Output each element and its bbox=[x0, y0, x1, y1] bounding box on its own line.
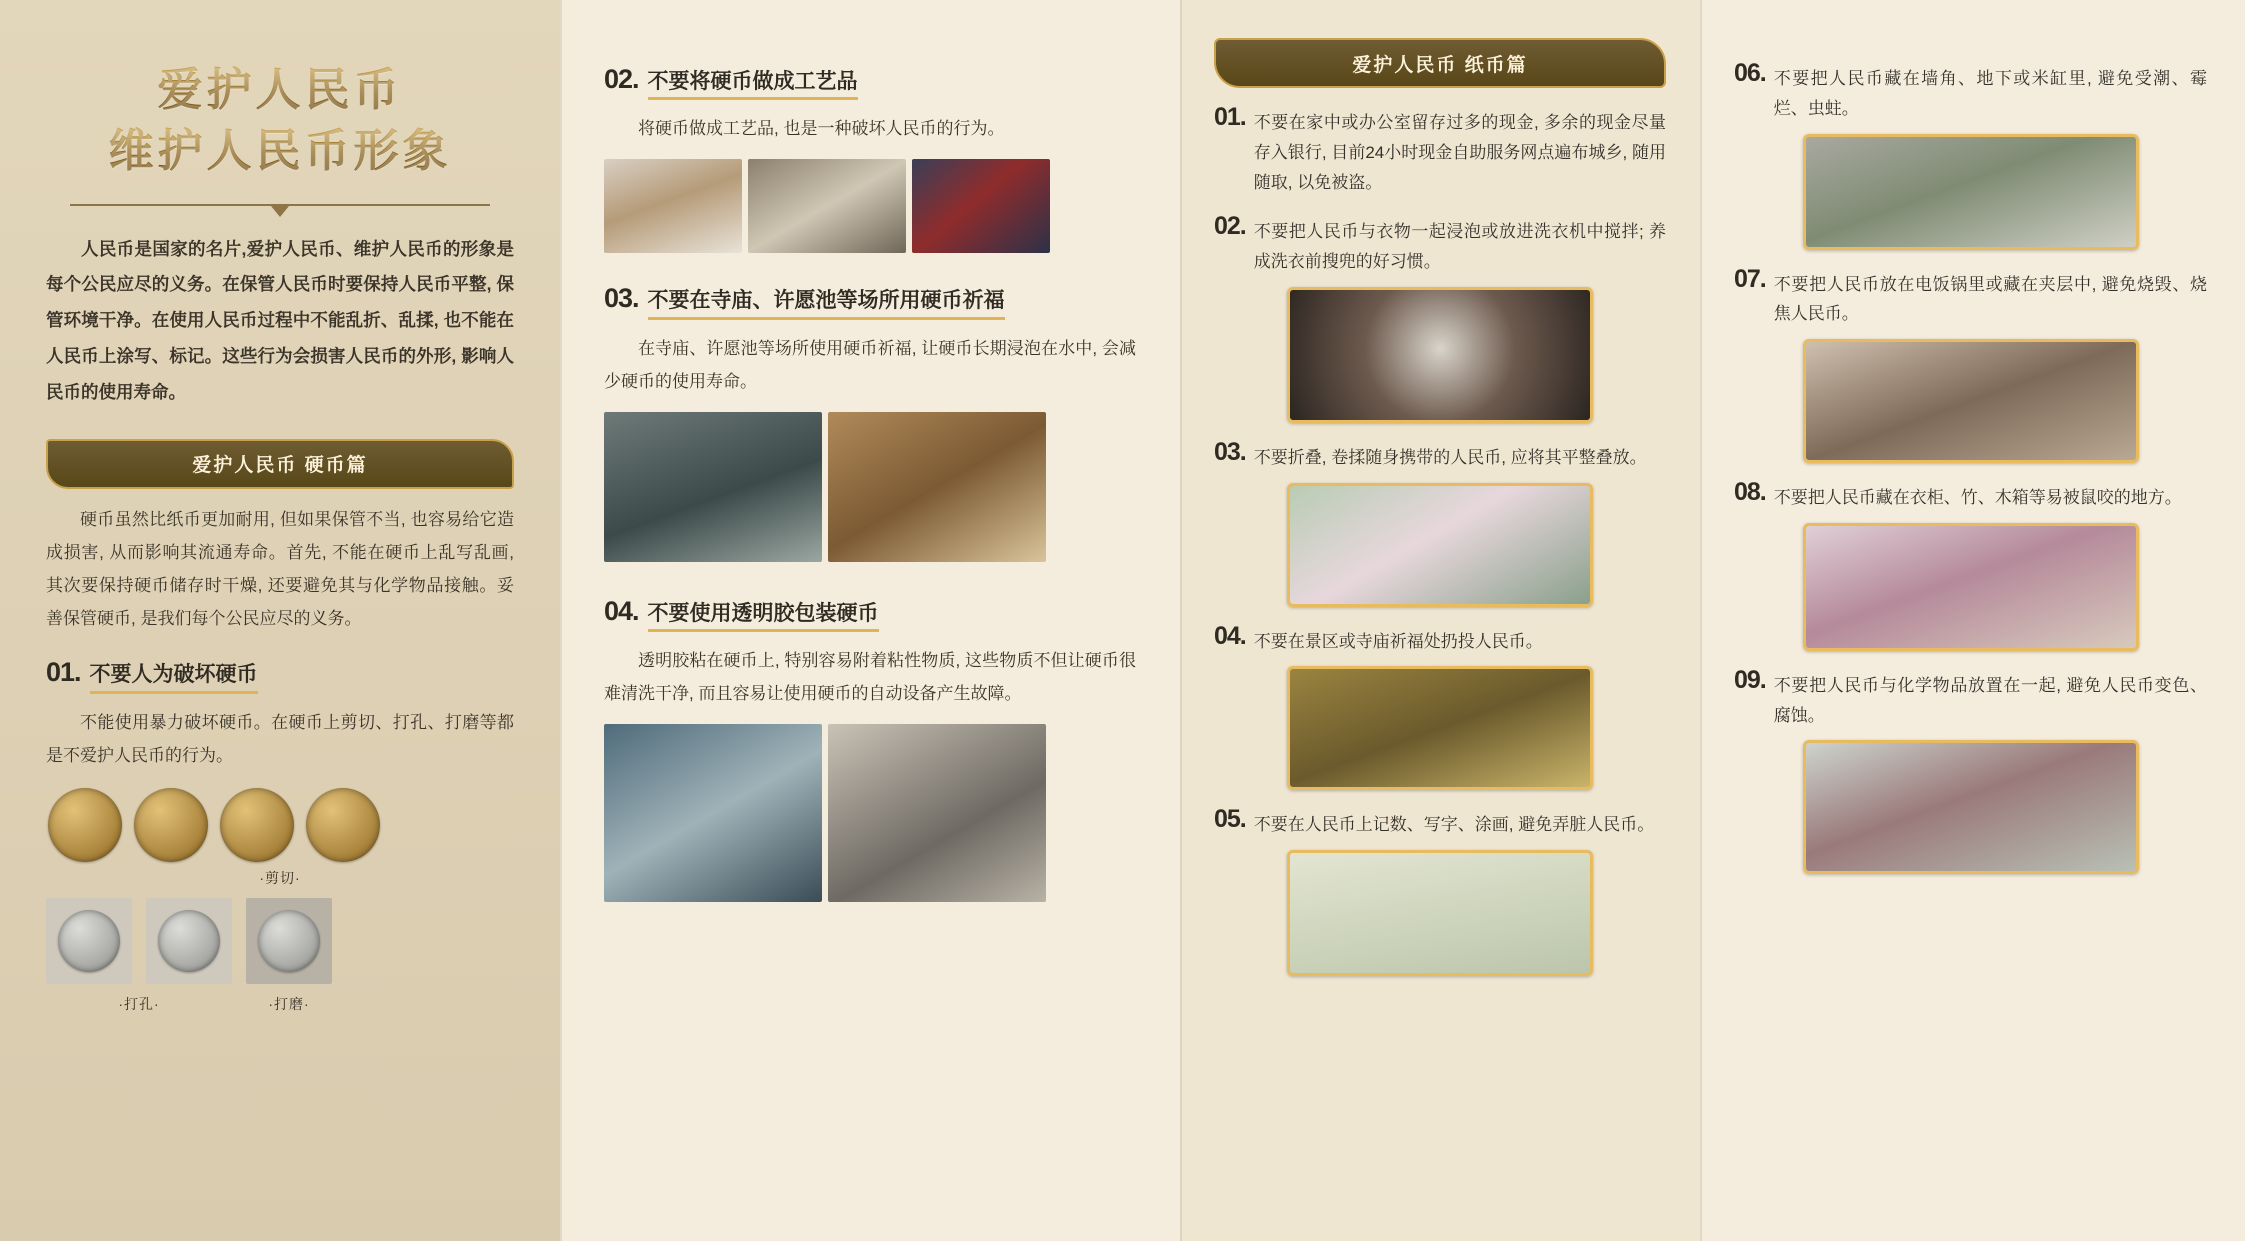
coin-tape-photos bbox=[604, 724, 1136, 902]
note-item-03-number: 03. bbox=[1214, 437, 1246, 466]
note-item-06-text: 不要把人民币藏在墙角、地下或米缸里, 避免受潮、霉烂、虫蛀。 bbox=[1773, 69, 2207, 118]
note-item-01-number: 01. bbox=[1214, 103, 1246, 131]
note-item-02-number: 02. bbox=[1214, 212, 1246, 241]
page-title-line2: 维护人民币形象 bbox=[46, 121, 514, 182]
coin-item-01-heading: 不要人为破坏硬币 bbox=[90, 662, 258, 693]
photo-coin-tree bbox=[604, 159, 742, 253]
coin-craft-photos bbox=[604, 159, 1136, 253]
coin-caption-punch: ·打孔· bbox=[118, 995, 160, 1012]
coin-wish-photos bbox=[604, 412, 1136, 562]
coin-caption-grind: ·打磨· bbox=[268, 995, 310, 1012]
note-item-01-text: 不要在家中或办公室留存过多的现金, 多余的现金尽量存入银行, 目前24小时现金自助服务网点遍布城乡, 随用随取, 以免被盗。 bbox=[1253, 113, 1666, 192]
column-coin-intro bbox=[0, 0, 560, 1241]
photo-temple-pot bbox=[828, 412, 1046, 562]
note-item-05 bbox=[1214, 804, 1666, 840]
coin-photo-cut-1 bbox=[46, 788, 124, 862]
note-item-01 bbox=[1214, 102, 1666, 197]
coin-photo-cut-4 bbox=[304, 788, 382, 862]
note-item-07-number: 07. bbox=[1734, 264, 1766, 293]
coin-item-02-body: 将硬币做成工艺品, 也是一种破坏人民币的行为。 bbox=[638, 119, 1005, 139]
photo-defaced-note bbox=[1287, 850, 1593, 976]
coin-item-04-body: 透明胶粘在硬币上, 特别容易附着粘性物质, 这些物质不但让硬币很难清洗干净, 而且容易让使用硬币的自动设备产生故障。 bbox=[604, 651, 1136, 704]
column-notes-left bbox=[1180, 0, 1700, 1241]
photo-moldy-notes bbox=[1803, 134, 2139, 250]
note-item-08-number: 08. bbox=[1734, 478, 1766, 506]
coin-item-03-heading: 不要在寺庙、许愿池等场所用硬币祈福 bbox=[648, 288, 1005, 319]
note-item-08 bbox=[1734, 477, 2207, 513]
note-item-04 bbox=[1214, 621, 1666, 657]
photo-rat-bitten-notes bbox=[1803, 523, 2139, 651]
note-item-09-text: 不要把人民币与化学物品放置在一起, 避免人民币变色、腐蚀。 bbox=[1773, 675, 2207, 725]
coin-item-01-number: 01. bbox=[46, 657, 81, 688]
coin-item-02 bbox=[604, 64, 1136, 253]
note-item-02-text: 不要把人民币与衣物一起浸泡或放进洗衣机中搅拌; 养成洗衣前搜兜的好习惯。 bbox=[1253, 222, 1666, 271]
column-coin-items bbox=[560, 0, 1180, 1241]
photo-coin-bowl bbox=[748, 159, 906, 253]
coin-item-04 bbox=[604, 596, 1136, 903]
coin-item-01 bbox=[46, 657, 514, 1014]
photo-taped-coin-2 bbox=[828, 724, 1046, 902]
photo-thrown-notes bbox=[1287, 666, 1593, 790]
note-item-04-text: 不要在景区或寺庙祈福处扔投人民币。 bbox=[1253, 631, 1543, 651]
photo-corroded-notes bbox=[1803, 740, 2139, 874]
page-title-line1: 爱护人民币 bbox=[46, 60, 514, 121]
coin-caption-cut: ·剪切· bbox=[259, 869, 301, 886]
photo-wishing-well bbox=[604, 412, 822, 562]
section-ribbon-notes: 爱护人民币 纸币篇 bbox=[1214, 38, 1666, 88]
note-item-08-text: 不要把人民币藏在衣柜、竹、木箱等易被鼠咬的地方。 bbox=[1773, 488, 2182, 507]
coin-photo-grind-1 bbox=[246, 898, 332, 984]
coin-photo-cut-2 bbox=[132, 788, 210, 862]
note-item-02 bbox=[1214, 211, 1666, 277]
coin-photo-row-punch bbox=[46, 898, 514, 984]
coin-item-03-number: 03. bbox=[604, 283, 639, 314]
note-item-06 bbox=[1734, 58, 2207, 124]
note-item-03 bbox=[1214, 437, 1666, 473]
coin-section-body: 硬币虽然比纸币更加耐用, 但如果保管不当, 也容易给它造成损害, 从而影响其流通寿命。首先, 不能在硬币上乱写乱画, 其次要保持硬币储存时干燥, 还要避免其与化学物品接触。妥善保管硬币, 是我们每个公民应尽的义务。 bbox=[46, 509, 514, 629]
photo-washing-machine bbox=[1287, 287, 1593, 423]
coin-item-03 bbox=[604, 283, 1136, 562]
photo-burnt-notes bbox=[1803, 339, 2139, 463]
title-divider bbox=[70, 204, 490, 206]
note-item-04-number: 04. bbox=[1214, 621, 1246, 650]
coin-photo-cut-3 bbox=[218, 788, 296, 862]
note-item-03-text: 不要折叠, 卷揉随身携带的人民币, 应将其平整叠放。 bbox=[1253, 447, 1647, 467]
note-item-09 bbox=[1734, 665, 2207, 731]
column-notes-right bbox=[1700, 0, 2245, 1241]
section-ribbon-coins: 爱护人民币 硬币篇 bbox=[46, 439, 514, 489]
coin-item-04-heading: 不要使用透明胶包装硬币 bbox=[648, 601, 879, 632]
note-item-05-text: 不要在人民币上记数、写字、涂画, 避免弄脏人民币。 bbox=[1253, 815, 1655, 835]
note-item-09-number: 09. bbox=[1734, 665, 1766, 694]
coin-photo-punch-2 bbox=[146, 898, 232, 984]
photo-taped-coin-1 bbox=[604, 724, 822, 902]
coin-photo-row-cut bbox=[46, 788, 514, 862]
column-divider-2 bbox=[1180, 0, 1182, 1241]
coin-photo-grid bbox=[46, 788, 514, 1014]
photo-coin-knot bbox=[912, 159, 1050, 253]
column-divider-3 bbox=[1700, 0, 1702, 1241]
note-item-06-number: 06. bbox=[1734, 59, 1766, 87]
coin-item-02-number: 02. bbox=[604, 64, 639, 94]
coin-item-01-body: 不能使用暴力破坏硬币。在硬币上剪切、打孔、打磨等都是不爱护人民币的行为。 bbox=[46, 712, 514, 765]
coin-photo-punch-1 bbox=[46, 898, 132, 984]
coin-item-02-heading: 不要将硬币做成工艺品 bbox=[648, 69, 858, 100]
page-title bbox=[46, 60, 514, 182]
coin-item-04-number: 04. bbox=[604, 595, 639, 626]
note-item-07 bbox=[1734, 264, 2207, 330]
coin-item-03-body: 在寺庙、许愿池等场所使用硬币祈福, 让硬币长期浸泡在水中, 会减少硬币的使用寿命。 bbox=[604, 338, 1136, 391]
note-item-07-text: 不要把人民币放在电饭锅里或藏在夹层中, 避免烧毁、烧焦人民币。 bbox=[1773, 274, 2207, 324]
intro-paragraph: 人民币是国家的名片,爱护人民币、维护人民币的形象是每个公民应尽的义务。在保管人民币时要保持人民币平整, 保管环境干净。在使用人民币过程中不能乱折、乱揉, 也不能在人民币上涂写、标记。这些行为会损害人民币的外形, 影响人民币的使用寿命。 bbox=[46, 238, 514, 402]
photo-folded-notes bbox=[1287, 483, 1593, 607]
note-item-05-number: 05. bbox=[1214, 805, 1246, 834]
column-divider-1 bbox=[560, 0, 562, 1241]
